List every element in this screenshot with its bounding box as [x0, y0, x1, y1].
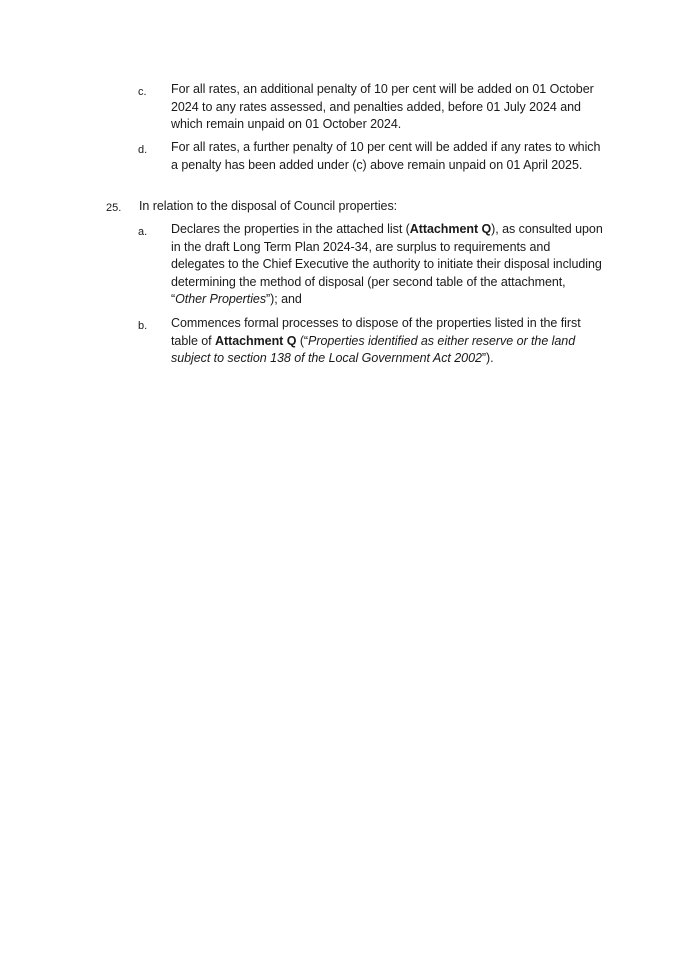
item-c-label: c. [138, 86, 147, 98]
section-25-item-a-text [171, 221, 603, 309]
item-c-paragraph: For all rates, an additional penalty of 10 per cent will be added on 01 October 2024 to any rates assessed, and penalties added, before 01 July 2024 and which remain unpaid on 01 October 2024. [171, 82, 594, 131]
item-b-text-3: ”). [481, 351, 494, 365]
attachment-q-reference: Attachment Q [409, 222, 492, 236]
section-25-item-b-paragraph [171, 315, 603, 368]
item-d-label: d. [138, 144, 148, 156]
item-d-paragraph: For all rates, a further penalty of 10 per cent will be added if any rates to which a penalty has been added under (c) above remain unpaid on 01 April 2025. [171, 140, 601, 172]
item-a-text-2: ), as consulted upon in the draft Long Term Plan 2024-34, are surplus to requirements and delegates to the Chief Executive the authority to initiate their disposal including determining the method of disposal (per second table of the attachment, “ [171, 222, 603, 306]
item-d-text [171, 139, 603, 174]
item-a-text-3: ”); and [266, 292, 302, 306]
attachment-q-reference: Attachment Q [215, 333, 297, 348]
item-a-text-1: Declares the properties in the attached list ( [171, 222, 410, 236]
section-25-item-b-label: b. [138, 320, 148, 332]
item-b-text-1: Commences formal processes to dispose of the properties listed in the first table of [171, 316, 581, 348]
section-25-item-a-paragraph [171, 221, 603, 309]
section-25-heading: In relation to the disposal of Council properties: [139, 199, 398, 213]
other-properties-title: Other Properties [175, 292, 267, 306]
properties-table-title: Properties identified as either reserve or the land subject to section 138 of the Local Government Act 2002 [171, 333, 576, 365]
section-25-item-a-label: a. [138, 226, 148, 238]
item-b-text-2: (“ [296, 333, 309, 348]
item-c-text [171, 81, 603, 134]
section-25-item-b-text [171, 315, 603, 368]
section-25-number: 25. [106, 202, 122, 214]
